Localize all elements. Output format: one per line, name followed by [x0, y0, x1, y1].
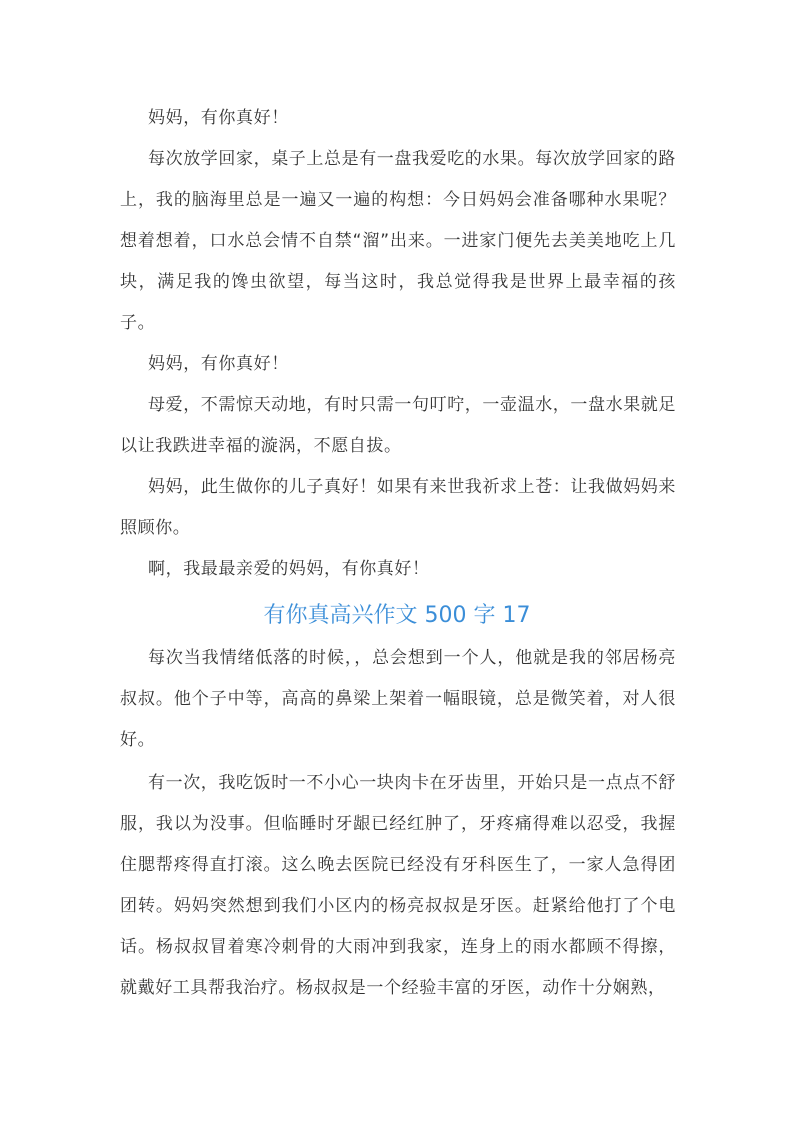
section-title: 有你真高兴作文 500 字 17: [263, 603, 531, 628]
paragraph-6: 啊，我最最亲爱的妈妈，有你真好！: [148, 559, 430, 579]
paragraph-5: 妈妈，此生做你的儿子真好！如果有来世我祈求上苍：让我做妈妈来照顾你。: [120, 477, 676, 538]
paragraph-2: 每次放学回家，桌子上总是有一盘我爱吃的水果。每次放学回家的路上，我的脑海里总是一遍又一遍的构想：今日妈妈会准备哪种水果呢？想着想着，口水总会情不自禁“溜”出来。一进家门便先去美美地吃上几块，满足我的馋虫欲望，每当这时，我总觉得我是世界上最幸福的孩子。: [120, 149, 676, 333]
paragraph-8: 有一次，我吃饭时一不小心一块肉卡在牙齿里，开始只是一点点不舒服，我以为没事。但临睡时牙龈已经红肿了，牙疼痛得难以忍受，我握住腮帮疼得直打滚。这么晚去医院已经没有牙科医生了，一家人急得团团转。妈妈突然想到我们小区内的杨亮叔叔是牙医。赶紧给他打了个电话。杨叔叔冒着寒冷刺骨的大雨冲到我家，连身上的雨水都顾不得擦，就戴好工具帮我治疗。杨叔叔是一个经验丰富的牙医，动作十分娴熟，: [120, 773, 676, 998]
paragraph-1: 妈妈，有你真好！: [148, 108, 289, 128]
paragraph-7: 每次当我情绪低落的时候，，总会想到一个人，他就是我的邻居杨亮叔叔。他个子中等，高高的鼻梁上架着一幅眼镜，总是微笑着，对人很好。: [120, 648, 676, 750]
paragraph-4: 母爱，不需惊天动地，有时只需一句叮咛，一壶温水，一盘水果就足以让我跌进幸福的漩涡，不愿自拔。: [120, 395, 676, 456]
paragraph-3: 妈妈，有你真好！: [148, 354, 289, 374]
